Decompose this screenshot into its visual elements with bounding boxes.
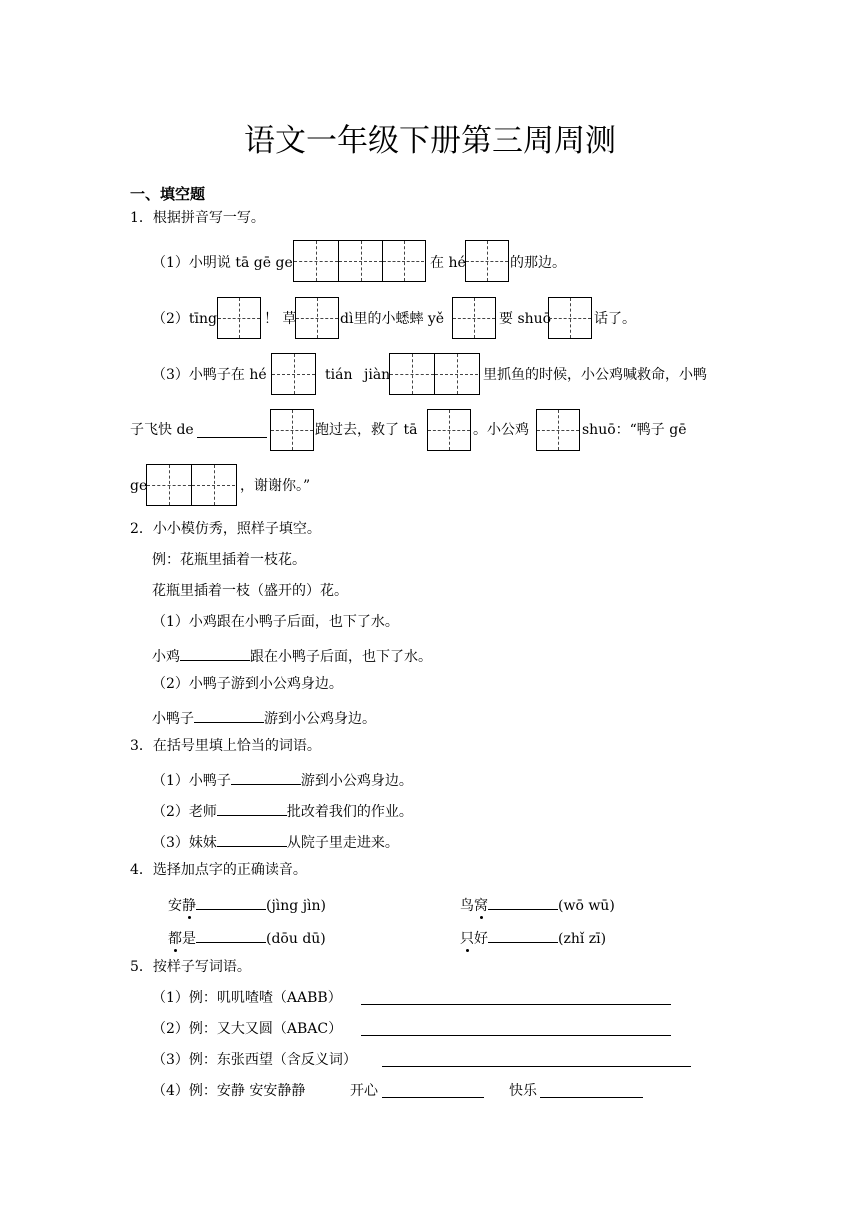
q4-c-options: (dōu dū) [266,931,326,947]
q1-s1-text-b: 在 hé [430,255,466,271]
answer-line[interactable] [540,1097,643,1098]
q1-s3-text-e: 子飞快 de [130,422,194,438]
q4-d-char: 好 [474,931,488,947]
q1-s3-text-c: jiàn [364,367,391,383]
q3-item-1 [152,770,413,788]
q4-d-options: (zhǐ zī) [558,931,607,947]
tianzige-box[interactable] [465,240,509,282]
q1-s2-text-b: ！ 草 [264,311,297,327]
q4-d-dotted-char: 只 [460,931,474,947]
tianzige-box[interactable] [146,464,237,506]
question-2-prompt [130,522,321,536]
q1-s3-text-d: 里抓鱼的时候，小公鸡喊救命，小鸭 [483,367,707,383]
q1-s3-text-f: 跑过去，救了 tā [315,422,418,438]
question-5-prompt [130,960,251,974]
answer-blank[interactable] [488,928,558,943]
answer-line[interactable] [382,1097,484,1098]
q4-a-options: (jìng jìn) [266,898,327,914]
q1-s2-text-c: dì里的小蟋蟀 yě [340,311,445,327]
q1-s3-text-j: ，谢谢你。” [240,478,311,494]
question-number: 5． [130,959,153,975]
answer-blank[interactable] [197,437,267,438]
tianzige-box[interactable] [293,240,426,282]
q3-item-3-post: 从院子里走进来。 [286,835,399,851]
q3-item-1-post: 游到小公鸡身边。 [300,773,413,789]
question-number: 2． [130,521,153,537]
q4-item-b [460,895,615,913]
q4-c-char: 是 [182,931,196,947]
question-text: 根据拼音写一写。 [152,210,265,226]
q1-s3-text-b: tián [325,367,353,383]
q1-s1-text-c: 的那边。 [510,255,566,271]
q4-b-dotted-char: 窝 [474,898,488,914]
question-text: 选择加点字的正确读音。 [152,862,307,878]
q2-item-1-answer [152,646,432,664]
answer-line[interactable] [361,1004,671,1005]
page-title: 语文一年级下册第三周周测 [244,123,616,159]
answer-blank[interactable] [180,646,250,661]
tianzige-box[interactable] [270,409,314,451]
answer-blank[interactable] [488,895,558,910]
q4-item-c [168,928,326,946]
q4-b-options: (wō wū) [558,898,615,914]
q1-s3-text-g: 。小公鸡 [473,422,529,438]
q3-item-2 [152,801,413,819]
q2-item-2: （2）小鸭子游到小公鸡身边。 [152,676,343,692]
answer-blank[interactable] [217,801,287,816]
q5-item-4: （4）例：安静 安安静静 [152,1083,306,1099]
q2-item-2-answer [152,708,376,726]
section-heading: 一、填空题 [130,185,206,203]
answer-blank[interactable] [231,770,301,785]
q1-s2-text-e: 话了。 [594,311,636,327]
question-text: 小小模仿秀，照样子填空。 [152,521,321,537]
q1-s1-text-a: （1）小明说 tā gē ge [152,255,293,271]
answer-blank[interactable] [217,832,287,847]
q5-item-3: （3）例：东张西望（含反义词） [152,1052,357,1068]
q1-s3-text-i: ge [130,478,148,494]
q3-item-3 [152,832,399,850]
q2-item-1-pre: 小鸡 [152,649,180,665]
q1-s3-text-a: （3）小鸭子在 hé [152,367,267,383]
tianzige-box[interactable] [452,297,496,339]
q2-item-1: （1）小鸡跟在小鸭子后面，也下了水。 [152,614,399,630]
q1-s2-text-d: 要 shuō [499,311,552,327]
tianzige-box[interactable] [271,353,316,395]
tianzige-box[interactable] [548,297,592,339]
q1-s2-text-a: （2）tīng [152,311,217,327]
q4-c-dotted-char: 都 [168,931,182,947]
q2-example-1: 例：花瓶里插着一枝花。 [152,552,306,568]
q3-item-2-pre: （2）老师 [152,804,217,820]
question-1-prompt [130,211,265,225]
tianzige-box[interactable] [536,409,580,451]
q5-item-2: （2）例：又大又圆（ABAC） [152,1021,343,1037]
q2-item-2-pre: 小鸭子 [152,711,194,727]
q1-s3-text-h: shuō：“鸭子 gē [582,422,687,438]
question-4-prompt [130,863,307,877]
q4-a-dotted-char: 静 [182,898,196,914]
q5-item-1: （1）例：叽叽喳喳（AABB） [152,990,342,1006]
question-text: 按样子写词语。 [152,959,251,975]
tianzige-box[interactable] [217,297,261,339]
q5-item-4-word-1: 开心 [350,1083,378,1099]
tianzige-box[interactable] [389,353,480,395]
tianzige-box[interactable] [295,297,339,339]
answer-blank[interactable] [196,928,266,943]
question-text: 在括号里填上恰当的词语。 [152,738,321,754]
q3-item-2-post: 批改着我们的作业。 [286,804,413,820]
answer-blank[interactable] [196,895,266,910]
q4-a-char: 安 [168,898,182,914]
q2-item-1-post: 跟在小鸭子后面，也下了水。 [250,649,432,665]
q2-item-2-post: 游到小公鸡身边。 [264,711,376,727]
question-number: 4． [130,862,153,878]
tianzige-box[interactable] [427,409,471,451]
q3-item-1-pre: （1）小鸭子 [152,773,231,789]
answer-line[interactable] [382,1066,691,1067]
q2-example-2: 花瓶里插着一枝（盛开的）花。 [152,583,348,599]
question-number: 3． [130,738,153,754]
question-3-prompt [130,739,321,753]
q3-item-3-pre: （3）妹妹 [152,835,217,851]
q4-b-char: 鸟 [460,898,474,914]
answer-line[interactable] [361,1035,671,1036]
q5-item-4-word-2: 快乐 [509,1083,537,1099]
question-number: 1． [130,210,153,226]
q4-item-a [168,895,326,913]
answer-blank[interactable] [194,708,264,723]
q4-item-d [460,928,606,946]
